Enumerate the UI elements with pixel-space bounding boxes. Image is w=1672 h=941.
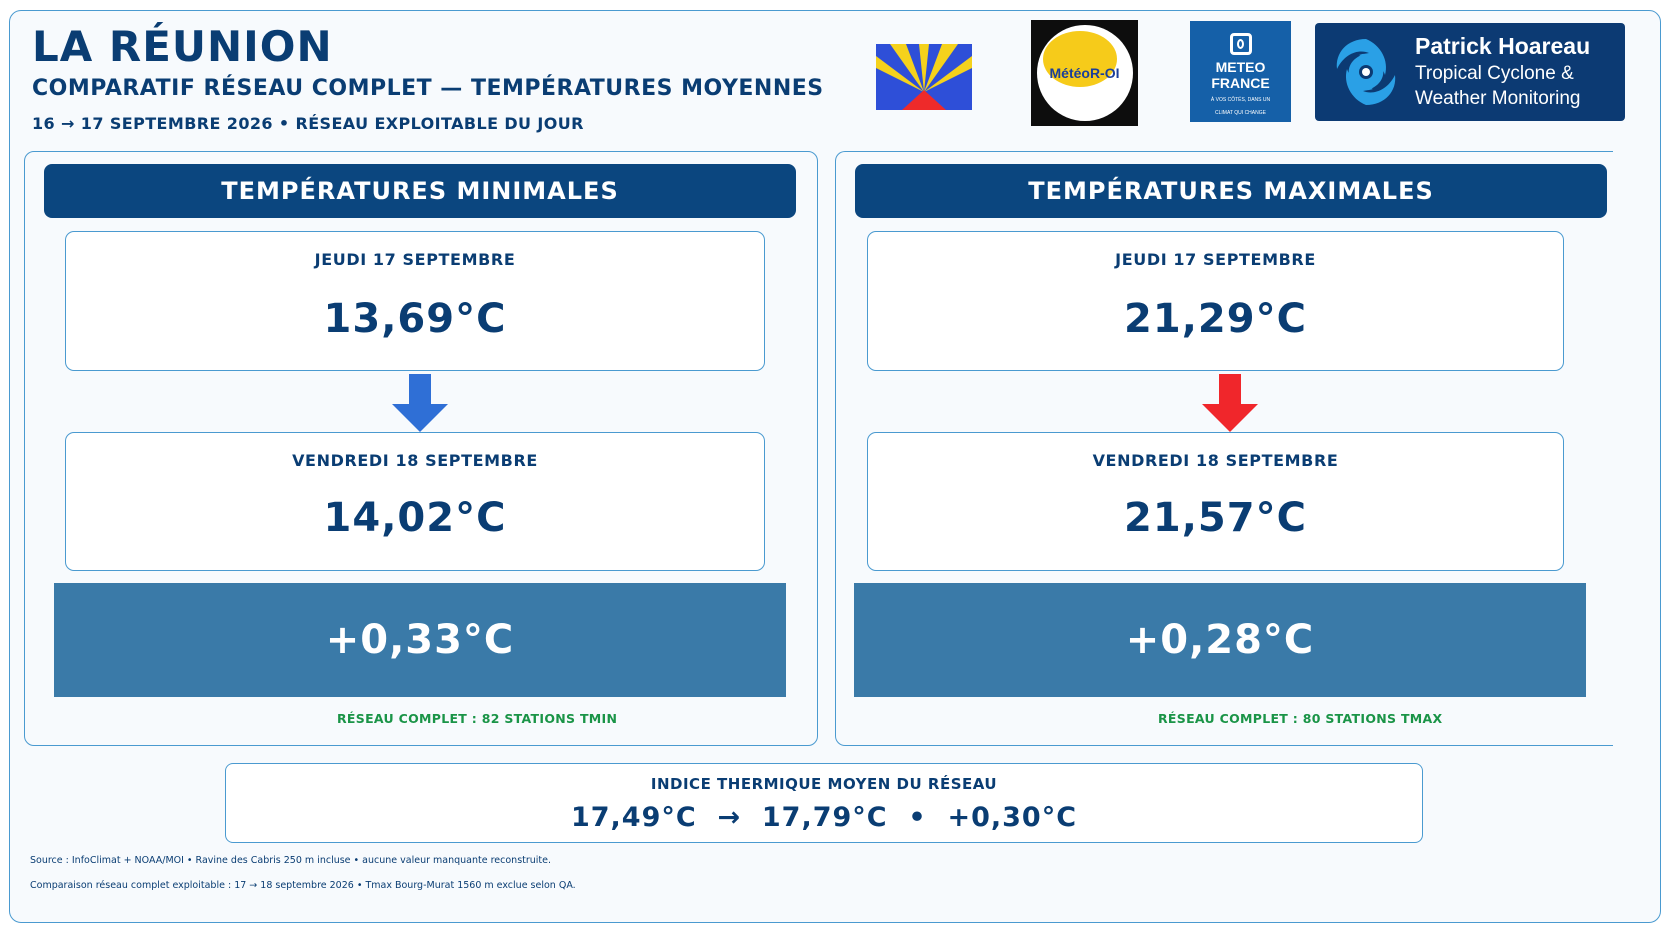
meteo-france-logo <box>1190 21 1291 122</box>
patrick-hoareau-logo <box>1315 23 1625 121</box>
min-day2-value: 14,02°C <box>323 495 507 541</box>
meteo-france-name-1: METEO <box>1215 59 1266 75</box>
ph-tagline-2: Weather Monitoring <box>1415 88 1581 109</box>
min-day1-card <box>65 231 765 371</box>
max-day1-value: 21,29°C <box>1124 296 1307 342</box>
min-day1-value: 13,69°C <box>323 296 507 342</box>
min-day1-label: JEUDI 17 SEPTEMBRE <box>314 250 516 269</box>
min-delta-value: +0,33°C <box>54 583 786 697</box>
meteo-france-name-2: FRANCE <box>1211 75 1270 91</box>
thermal-index-value: 17,49°C → 17,79°C • +0,30°C <box>570 802 1078 833</box>
min-network-note: RÉSEAU COMPLET : 82 STATIONS TMIN <box>337 711 618 726</box>
reunion-flag-logo <box>876 44 972 110</box>
meteor-oi-circle <box>1037 25 1133 121</box>
date-line: 16 → 17 SEPTEMBRE 2026 • RÉSEAU EXPLOITABLE DU JOUR <box>32 114 584 133</box>
arrow-down-icon <box>1202 374 1258 434</box>
min-panel-title: TEMPÉRATURES MINIMALES <box>44 164 796 218</box>
max-day2-label: VENDREDI 18 SEPTEMBRE <box>1092 451 1339 470</box>
source-note: Source : InfoClimat + NOAA/MOI • Ravine des Cabris 250 m incluse • aucune valeur manquante reconstruite. <box>30 855 552 866</box>
ph-name: Patrick Hoareau <box>1415 33 1591 59</box>
max-panel-title: TEMPÉRATURES MAXIMALES <box>855 164 1607 218</box>
thermal-index-title: INDICE THERMIQUE MOYEN DU RÉSEAU <box>650 775 998 793</box>
min-day2-card <box>65 432 765 571</box>
max-delta-value: +0,28°C <box>854 583 1586 697</box>
min-temperature-panel <box>24 151 818 746</box>
page-subtitle: COMPARATIF RÉSEAU COMPLET — TEMPÉRATURES MOYENNES <box>32 76 824 101</box>
meteor-oi-text: MétéoR-OI <box>1049 65 1120 81</box>
max-day1-card <box>867 231 1564 371</box>
meteo-france-tagline-1: À VOS CÔTÉS, DANS UN <box>1210 97 1271 103</box>
cyclone-icon <box>1325 31 1407 113</box>
comparison-note: Comparaison réseau complet exploitable : 17 → 18 septembre 2026 • Tmax Bourg-Murat 1560 m exclue selon QA. <box>30 880 576 891</box>
meteor-oi-logo <box>1031 20 1138 126</box>
max-day2-value: 21,57°C <box>1124 495 1307 541</box>
min-day2-label: VENDREDI 18 SEPTEMBRE <box>292 451 538 470</box>
thermal-index-box <box>225 763 1423 843</box>
max-network-note: RÉSEAU COMPLET : 80 STATIONS TMAX <box>1158 711 1443 726</box>
meteo-france-tagline-2: CLIMAT QUI CHANGE <box>1215 110 1266 116</box>
page-title: LA RÉUNION <box>32 22 333 71</box>
max-temperature-panel <box>835 151 1613 746</box>
max-day1-label: JEUDI 17 SEPTEMBRE <box>1115 250 1316 269</box>
meteo-france-mark-icon <box>1230 33 1252 55</box>
max-day2-card <box>867 432 1564 571</box>
ph-tagline-1: Tropical Cyclone & <box>1415 63 1574 84</box>
arrow-down-icon <box>392 374 448 434</box>
